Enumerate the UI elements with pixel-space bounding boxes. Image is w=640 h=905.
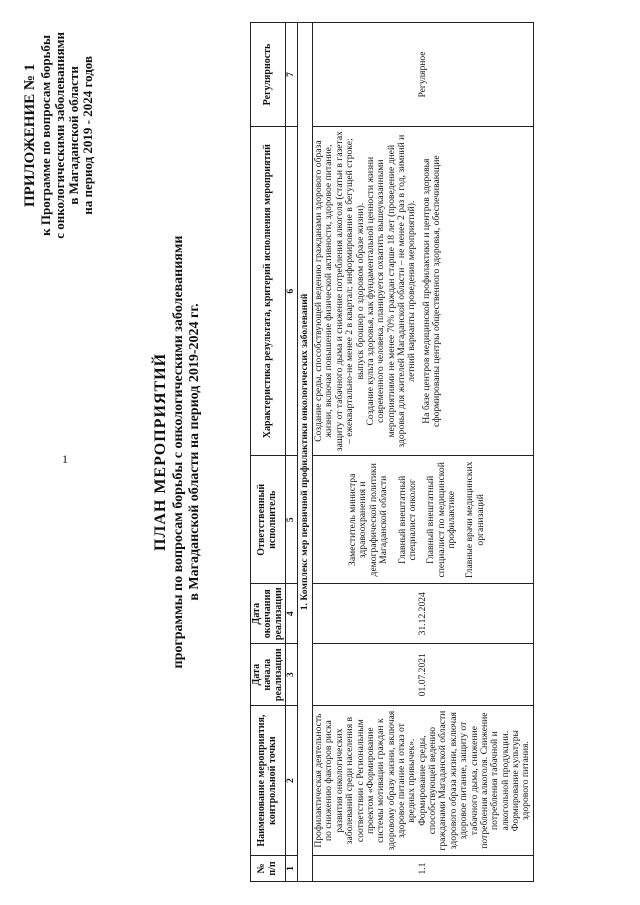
executor-1: Заместитель министра здравоохранения и демографической политики Магаданской области	[347, 463, 390, 577]
plan-table	[250, 22, 534, 882]
appendix-title: ПРИЛОЖЕНИЕ № 1	[22, 63, 38, 207]
header-end: Дата окончания реализации	[251, 584, 286, 644]
row-executors	[313, 456, 534, 584]
column-number: 4	[286, 584, 297, 644]
result-paragraph-2: Создание культа здоровья, как фундаментальной ценности жизни современного человека, планируется охватить вышеуказанными мероприятиями не менее 70% граждан старше 18 лет (проведение дней здоровья для жителей Магаданской области – не менее 2 раз в год, зимний и летний варианты проведения мероприятий).	[364, 134, 418, 448]
column-number: 2	[286, 706, 297, 856]
executor-4: Главные врачи медицинских организаций	[464, 461, 486, 579]
row-result	[313, 126, 534, 455]
executor-2: Главный внештатный специалист онколог	[396, 475, 418, 564]
plan-heading	[152, 22, 204, 882]
page-number: 1	[62, 452, 68, 466]
header-name: Наименование мероприятия, контрольной точки	[251, 706, 286, 856]
row-name: Профилактическая деятельность по снижению факторов риска развития онкологических заболеваний среди населения в соответствии с Региональным проектом «Формирование системы мотивации граждан к здоровому образу жизни, включая здоровое питание и отказ от вредных привычек». Формирование среды, способствующей ведению гражданами Магаданской области здорового образа жизни, включая здоровое питание, защиту от табачного дыма, снижение потребления алкоголя. Снижение потребления табачной и алкогольной продукции. Формирование культуры здорового питания.	[313, 706, 534, 856]
plan-subtitle-1: программы по вопросам борьбы с онкологическими заболеваниями	[170, 235, 186, 669]
row-end-date: 31.12.2024	[313, 584, 534, 644]
header-start: Дата начала реализации	[251, 644, 286, 706]
result-paragraph-3: На базе центров медицинской профилактики и центров здоровья сформированы центры общественного здоровья, обеспечивающие	[420, 155, 443, 428]
column-number: 3	[286, 644, 297, 706]
row-regularity: Регулярное	[313, 23, 534, 127]
result-paragraph-1: Создание среды, способствующей ведению гражданами здорового образа жизни, включая повышение физической активности, здоровое питание, защиту от табачного дыма и снижение потребления алкоголя (статьи в газетах – ежеквартально-не менее 2 в квартал; информирование в бегущей строке; выпуск брошюр о здоровом образе жизни).	[313, 131, 366, 452]
header-regularity: Регулярность	[251, 23, 286, 127]
header-result: Характеристика результата, критерий исполнения мероприятий	[251, 126, 286, 455]
column-number: 5	[286, 456, 297, 584]
executor-3: Главный внештатный специалист по медицинской профилактике	[425, 462, 457, 578]
column-number: 6	[286, 126, 297, 455]
row-number: 1.1	[313, 856, 534, 882]
plan-subtitle-2: в Магаданской области на период 2019-2024 гг.	[187, 303, 203, 601]
header-num: № п/п	[251, 856, 286, 882]
column-number: 7	[286, 23, 297, 127]
column-number-row	[286, 23, 297, 882]
appendix-block	[22, 32, 96, 239]
section-title: 1. Комплекс мер первичной профилактики онкологических заболеваний	[297, 23, 312, 882]
appendix-line-3: в Магаданской области	[66, 66, 82, 205]
column-number: 1	[286, 856, 297, 882]
table-row	[313, 23, 534, 882]
table-header-row	[251, 23, 286, 882]
header-executor: Ответственный исполнитель	[251, 456, 286, 584]
section-row	[297, 23, 312, 882]
row-start-date: 01.07.2021	[313, 644, 534, 706]
plan-title: ПЛАН МЕРОПРИЯТИЙ	[152, 352, 169, 552]
appendix-line-1: к Программе по вопросам борьбы	[37, 34, 53, 236]
appendix-line-4: на период 2019 - 2024 годов	[80, 56, 96, 215]
appendix-line-2: с онкологическими заболеваниями	[51, 32, 67, 239]
rotated-page-content	[20, 22, 620, 882]
